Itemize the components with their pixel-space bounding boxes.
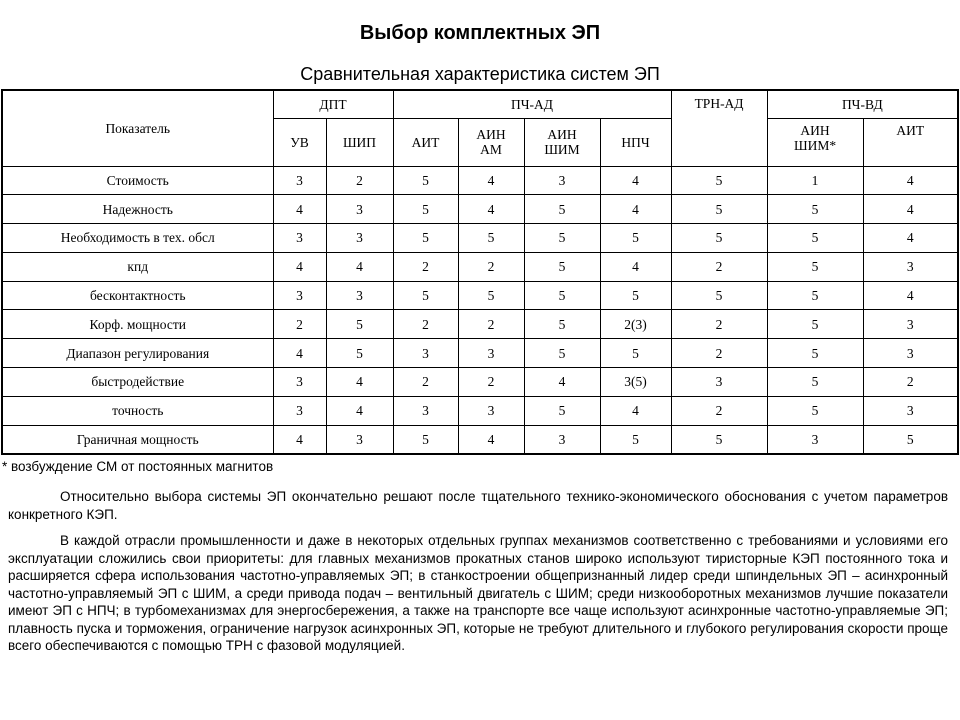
subheader-cell: НПЧ [600, 118, 671, 166]
table-row [2, 166, 958, 195]
row-label: Необходимость в тех. обсл [2, 224, 273, 253]
score-cell: 4 [600, 396, 671, 425]
paragraph-conclusion: Относительно выбора системы ЭП окончательно решают после тщательного технико-экономического обоснования с учетом параметров конкретного КЭП. [8, 489, 948, 522]
score-cell: 2 [326, 166, 393, 195]
score-cell: 5 [600, 339, 671, 368]
score-cell: 2 [393, 368, 458, 397]
group-header-pch-vd: ПЧ-ВД [767, 90, 958, 118]
score-cell: 5 [458, 224, 524, 253]
score-cell: 2(3) [600, 310, 671, 339]
score-cell: 2 [458, 368, 524, 397]
row-label: кпд [2, 252, 273, 281]
score-cell: 5 [524, 339, 600, 368]
score-cell: 3 [326, 281, 393, 310]
subheader-cell: АИТ [393, 118, 458, 166]
score-cell: 5 [767, 368, 863, 397]
score-cell: 5 [671, 281, 767, 310]
score-cell: 5 [600, 425, 671, 454]
score-cell: 3 [524, 425, 600, 454]
row-label: Диапазон регулирования [2, 339, 273, 368]
score-cell: 3 [273, 396, 326, 425]
score-cell: 5 [767, 252, 863, 281]
score-cell: 4 [273, 252, 326, 281]
score-cell: 5 [393, 195, 458, 224]
subheader-cell: УВ [273, 118, 326, 166]
score-cell: 3 [458, 339, 524, 368]
score-cell: 3 [524, 166, 600, 195]
score-cell: 5 [767, 195, 863, 224]
score-cell: 4 [524, 368, 600, 397]
score-cell: 3 [326, 224, 393, 253]
subheader-cell: АИН ШИМ [524, 118, 600, 166]
score-cell: 3 [273, 368, 326, 397]
score-cell: 5 [524, 252, 600, 281]
table-caption: Сравнительная характеристика систем ЭП [300, 64, 660, 84]
score-cell: 3(5) [600, 368, 671, 397]
score-cell: 4 [458, 425, 524, 454]
row-label: точность [2, 396, 273, 425]
score-cell: 3 [326, 425, 393, 454]
row-label: Стоимость [2, 166, 273, 195]
paragraph-priorities: В каждой отрасли промышленности и даже в некоторых отдельных группах механизмов соответственно с требованиями и условиями его эксплуатации сложились свои приоритеты: для главных механизмов прокатных станов широко используют тиристорные КЭП постоянного тока и расширяется сфера использования частотно-управляемых ЭП; в станкостроении общепризнанный лидер среди шпиндельных ЭП – асинхронный частотно-управляемый ЭП с ШИМ, а среди привода подач – вентильный двигатель с ШИМ; среди низкооборотных механизмов лучшие показатели имеют ЭП с НПЧ; в турбомеханизмах для энергосбережения, а также на транспорте все чаще используют асинхронные частотно-управляемые ЭП; плавность пуска и торможения, ограничение нагрузок асинхронных ЭП, которые не требуют длительного и глубокого регулирования скорости проще всего обеспечиваются с помощью ТРН с фазовой модуляцией. [8, 533, 948, 653]
indicator-header: Показатель [2, 90, 273, 166]
score-cell: 5 [767, 339, 863, 368]
score-cell: 3 [273, 224, 326, 253]
score-cell: 3 [273, 166, 326, 195]
row-label: Надежность [2, 195, 273, 224]
score-cell: 5 [600, 281, 671, 310]
score-cell: 5 [393, 425, 458, 454]
score-cell: 5 [671, 425, 767, 454]
score-cell: 4 [273, 195, 326, 224]
page-title: Выбор комплектных ЭП [359, 22, 601, 44]
row-label: бесконтактность [2, 281, 273, 310]
score-cell: 3 [326, 195, 393, 224]
score-cell: 5 [767, 396, 863, 425]
score-cell: 2 [671, 339, 767, 368]
score-cell: 4 [863, 281, 958, 310]
score-cell: 5 [767, 310, 863, 339]
score-cell: 2 [671, 310, 767, 339]
comparison-table [1, 89, 959, 455]
score-cell: 3 [458, 396, 524, 425]
score-cell: 5 [863, 425, 958, 454]
score-cell: 4 [458, 195, 524, 224]
score-cell: 5 [393, 281, 458, 310]
score-cell: 4 [326, 252, 393, 281]
score-cell: 2 [671, 252, 767, 281]
score-cell: 5 [600, 224, 671, 253]
score-cell: 4 [273, 339, 326, 368]
score-cell: 4 [863, 224, 958, 253]
score-cell: 5 [524, 224, 600, 253]
score-cell: 4 [458, 166, 524, 195]
score-cell: 3 [863, 339, 958, 368]
score-cell: 4 [326, 396, 393, 425]
score-cell: 5 [524, 281, 600, 310]
score-cell: 3 [863, 396, 958, 425]
score-cell: 4 [863, 195, 958, 224]
score-cell: 5 [326, 310, 393, 339]
score-cell: 5 [671, 224, 767, 253]
score-cell: 5 [458, 281, 524, 310]
score-cell: 2 [458, 252, 524, 281]
row-label: Граничная мощность [2, 425, 273, 454]
score-cell: 5 [326, 339, 393, 368]
score-cell: 3 [273, 281, 326, 310]
score-cell: 4 [273, 425, 326, 454]
score-cell: 4 [600, 195, 671, 224]
score-cell: 4 [326, 368, 393, 397]
score-cell: 2 [273, 310, 326, 339]
table-row [2, 339, 958, 368]
table-row [2, 310, 958, 339]
score-cell: 4 [600, 166, 671, 195]
score-cell: 3 [767, 425, 863, 454]
score-cell: 4 [863, 166, 958, 195]
footnote: * возбуждение СМ от постоянных магнитов [2, 459, 274, 474]
score-cell: 3 [863, 252, 958, 281]
score-cell: 5 [524, 396, 600, 425]
score-cell: 5 [767, 281, 863, 310]
score-cell: 5 [393, 166, 458, 195]
score-cell: 5 [524, 310, 600, 339]
score-cell: 2 [393, 252, 458, 281]
row-label: Корф. мощности [2, 310, 273, 339]
score-cell: 5 [671, 195, 767, 224]
table-row [2, 368, 958, 397]
score-cell: 3 [863, 310, 958, 339]
score-cell: 2 [671, 396, 767, 425]
group-header-dpt: ДПТ [273, 90, 393, 118]
score-cell: 5 [393, 224, 458, 253]
score-cell: 5 [671, 166, 767, 195]
score-cell: 5 [524, 195, 600, 224]
score-cell: 2 [458, 310, 524, 339]
score-cell: 4 [600, 252, 671, 281]
subheader-cell: АИТ [863, 118, 958, 166]
score-cell: 2 [393, 310, 458, 339]
table-row [2, 396, 958, 425]
row-label: быстродействие [2, 368, 273, 397]
group-header-pch-ad: ПЧ-АД [393, 90, 671, 118]
score-cell: 5 [767, 224, 863, 253]
table-row [2, 224, 958, 253]
score-cell: 1 [767, 166, 863, 195]
table-row [2, 425, 958, 454]
subheader-cell: АИН ШИМ* [767, 118, 863, 166]
score-cell: 3 [393, 396, 458, 425]
score-cell: 3 [393, 339, 458, 368]
table-row [2, 195, 958, 224]
table-row [2, 252, 958, 281]
subheader-cell: ШИП [326, 118, 393, 166]
table-row [2, 281, 958, 310]
subheader-cell: АИН АМ [458, 118, 524, 166]
group-header-trn-ad: ТРН-АД [671, 90, 767, 166]
score-cell: 3 [671, 368, 767, 397]
score-cell: 2 [863, 368, 958, 397]
